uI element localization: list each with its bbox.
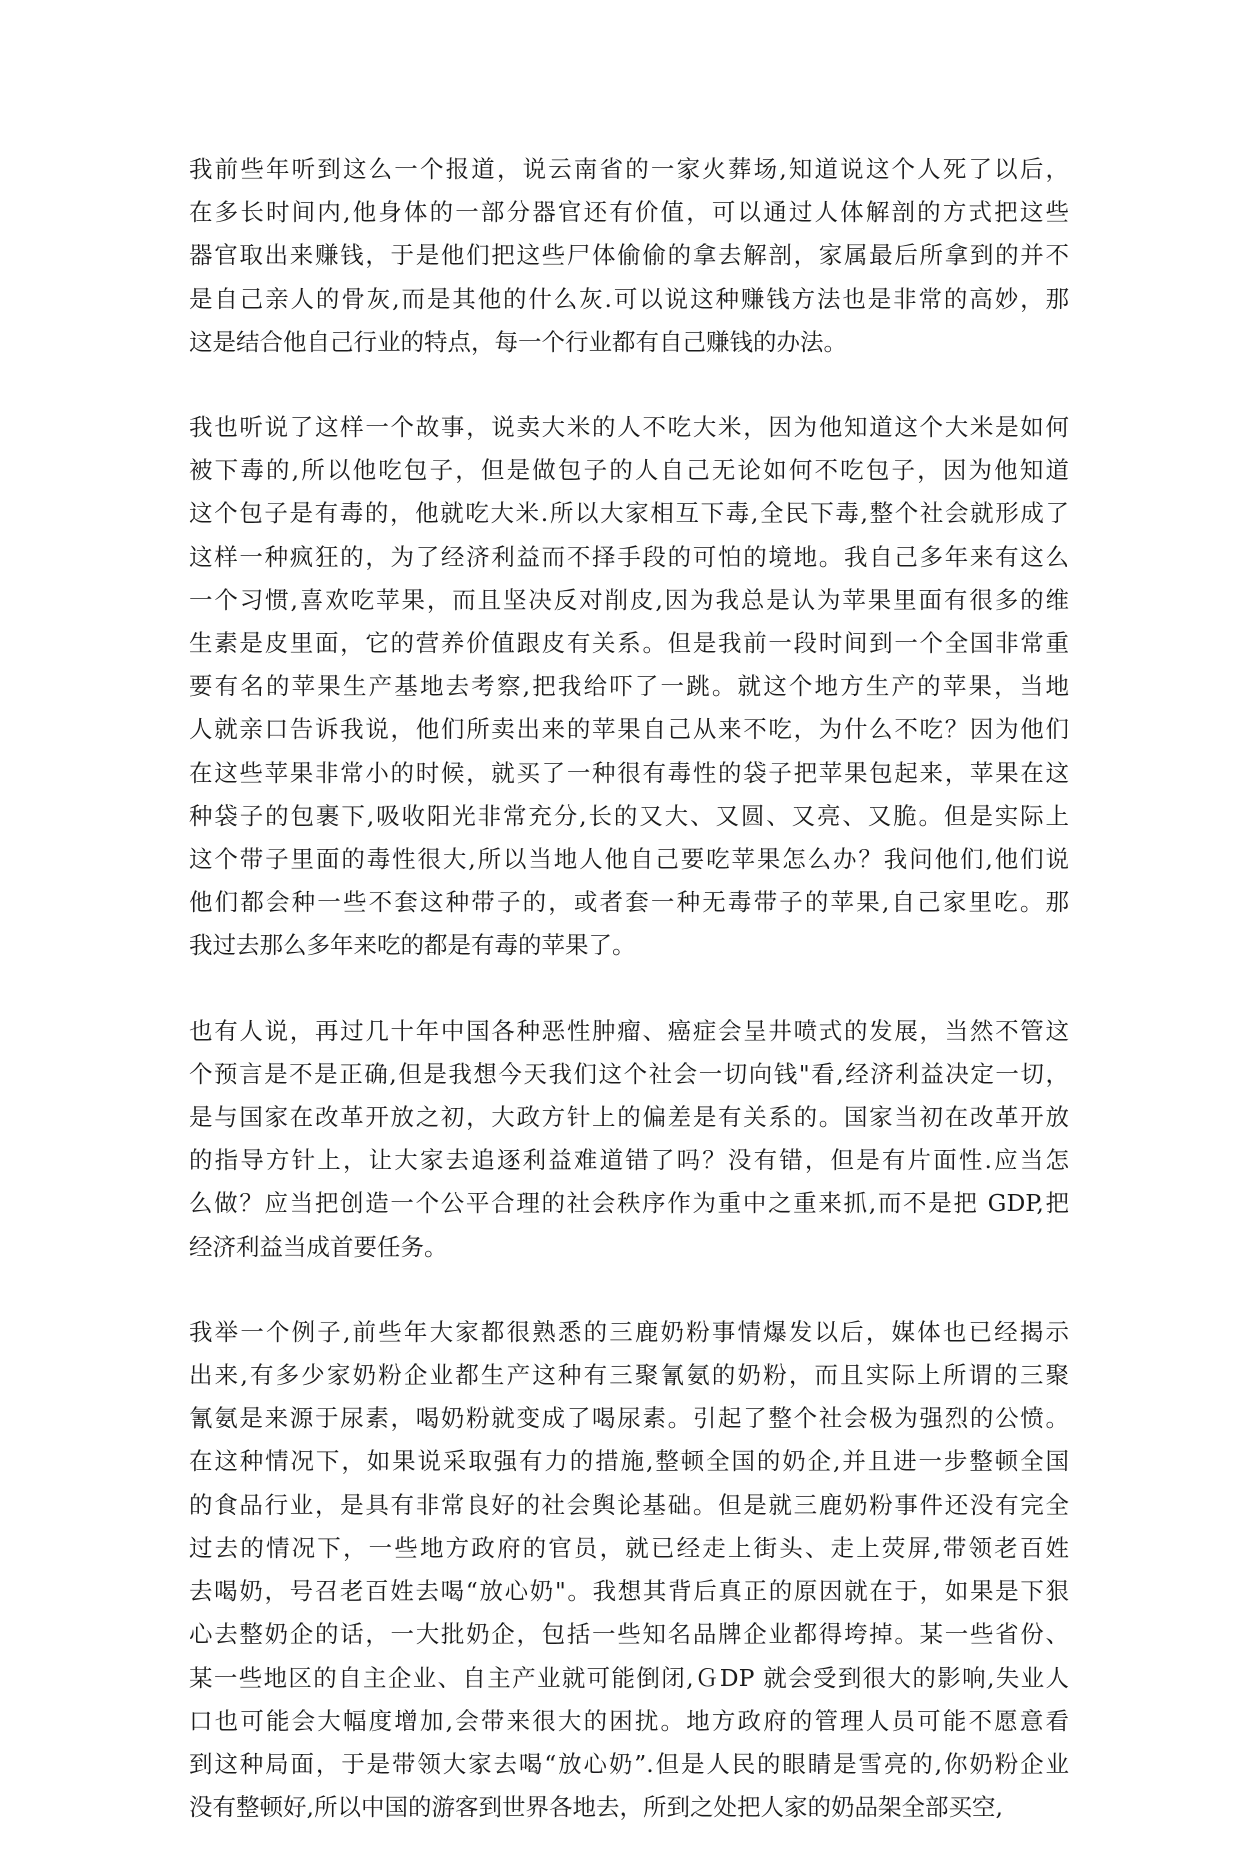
text-line: 是自己亲人的骨灰,而是其他的什么灰.可以说这种赚钱方法也是非常的高妙，那 bbox=[189, 284, 1069, 313]
text-line: 在多长时间内,他身体的一部分器官还有价值，可以通过人体解剖的方式把这些 bbox=[189, 198, 1069, 227]
text-line: 氰氨是来源于尿素，喝奶粉就变成了喝尿素。引起了整个社会极为强烈的公愤。 bbox=[189, 1404, 1069, 1433]
text-line: 我过去那么多年来吃的都是有毒的苹果了。 bbox=[189, 931, 636, 960]
text-line: 人就亲口告诉我说，他们所卖出来的苹果自己从来不吃，为什么不吃？因为他们 bbox=[189, 715, 1069, 744]
text-line: 出来,有多少家奶粉企业都生产这种有三聚氰氨的奶粉，而且实际上所谓的三聚 bbox=[189, 1361, 1069, 1390]
text-line: 口也可能会大幅度增加,会带来很大的困扰。地方政府的管理人员可能不愿意看 bbox=[189, 1706, 1069, 1735]
text-line: 也有人说，再过几十年中国各种恶性肿瘤、癌症会呈井喷式的发展，当然不管这 bbox=[189, 1016, 1069, 1045]
text-line: 他们都会种一些不套这种带子的，或者套一种无毒带子的苹果,自己家里吃。那 bbox=[189, 888, 1069, 917]
paragraph-3 bbox=[189, 1010, 1069, 1269]
text-line: 到这种局面，于是带领大家去喝“放心奶”.但是人民的眼睛是雪亮的,你奶粉企业 bbox=[189, 1749, 1069, 1778]
text-line: 这样一种疯狂的，为了经济利益而不择手段的可怕的境地。我自己多年来有这么 bbox=[189, 542, 1069, 571]
text-line: 这是结合他自己行业的特点，每一个行业都有自己赚钱的办法。 bbox=[189, 327, 847, 356]
text-line: 器官取出来赚钱，于是他们把这些尸体偷偷的拿去解剖，家属最后所拿到的并不 bbox=[189, 241, 1069, 270]
text-line: 我也听说了这样一个故事，说卖大米的人不吃大米，因为他知道这个大米是如何 bbox=[189, 413, 1069, 442]
text-line: 个预言是不是正确,但是我想今天我们这个社会一切向钱"看,经济利益决定一切， bbox=[189, 1059, 1069, 1088]
text-line: 被下毒的,所以他吃包子，但是做包子的人自己无论如何不吃包子，因为他知道 bbox=[189, 456, 1069, 485]
text-line: 没有整顿好,所以中国的游客到世界各地去，所到之处把人家的奶品架全部买空, bbox=[189, 1793, 1003, 1822]
text-line: 去喝奶，号召老百姓去喝“放心奶"。我想其背后真正的原因就在于，如果是下狠 bbox=[189, 1577, 1069, 1606]
text-line: 生素是皮里面，它的营养价值跟皮有关系。但是我前一段时间到一个全国非常重 bbox=[189, 629, 1069, 658]
text-line: 某一些地区的自主企业、自主产业就可能倒闭,ＧDP 就会受到很大的影响,失业人 bbox=[189, 1663, 1069, 1692]
text-line: 么做？应当把创造一个公平合理的社会秩序作为重中之重来抓,而不是把 GDP,把 bbox=[189, 1189, 1069, 1218]
text-line: 种袋子的包裹下,吸收阳光非常充分,长的又大、又圆、又亮、又脆。但是实际上 bbox=[189, 801, 1069, 830]
paragraph-4 bbox=[189, 1311, 1069, 1829]
paragraph-2 bbox=[189, 406, 1069, 968]
text-line: 这个带子里面的毒性很大,所以当地人他自己要吃苹果怎么办？我问他们,他们说 bbox=[189, 845, 1069, 874]
text-line: 在这种情况下，如果说采取强有力的措施,整顿全国的奶企,并且进一步整顿全国 bbox=[189, 1447, 1069, 1476]
text-line: 过去的情况下，一些地方政府的官员，就已经走上街头、走上荧屏,带领老百姓 bbox=[189, 1533, 1069, 1562]
text-line: 这个包子是有毒的，他就吃大米.所以大家相互下毒,全民下毒,整个社会就形成了 bbox=[189, 499, 1069, 528]
text-line: 心去整奶企的话，一大批奶企，包括一些知名品牌企业都得垮掉。某一些省份、 bbox=[189, 1620, 1069, 1649]
text-line: 我前些年听到这么一个报道，说云南省的一家火葬场,知道说这个人死了以后， bbox=[189, 155, 1069, 183]
text-line: 的食品行业，是具有非常良好的社会舆论基础。但是就三鹿奶粉事件还没有完全 bbox=[189, 1490, 1069, 1519]
text-line: 在这些苹果非常小的时候，就买了一种很有毒性的袋子把苹果包起来，苹果在这 bbox=[189, 758, 1069, 787]
text-line: 要有名的苹果生产基地去考察,把我给吓了一跳。就这个地方生产的苹果，当地 bbox=[189, 672, 1069, 701]
text-line: 我举一个例子,前些年大家都很熟悉的三鹿奶粉事情爆发以后，媒体也已经揭示 bbox=[189, 1317, 1069, 1346]
text-line: 一个习惯,喜欢吃苹果，而且坚决反对削皮,因为我总是认为苹果里面有很多的维 bbox=[189, 585, 1069, 614]
document-body bbox=[189, 148, 1069, 1871]
text-line: 是与国家在改革开放之初，大政方针上的偏差是有关系的。国家当初在改革开放 bbox=[189, 1103, 1069, 1132]
paragraph-1 bbox=[189, 148, 1069, 364]
text-line: 的指导方针上，让大家去追逐利益难道错了吗？没有错，但是有片面性.应当怎 bbox=[189, 1146, 1069, 1175]
text-line: 经济利益当成首要任务。 bbox=[189, 1232, 448, 1261]
